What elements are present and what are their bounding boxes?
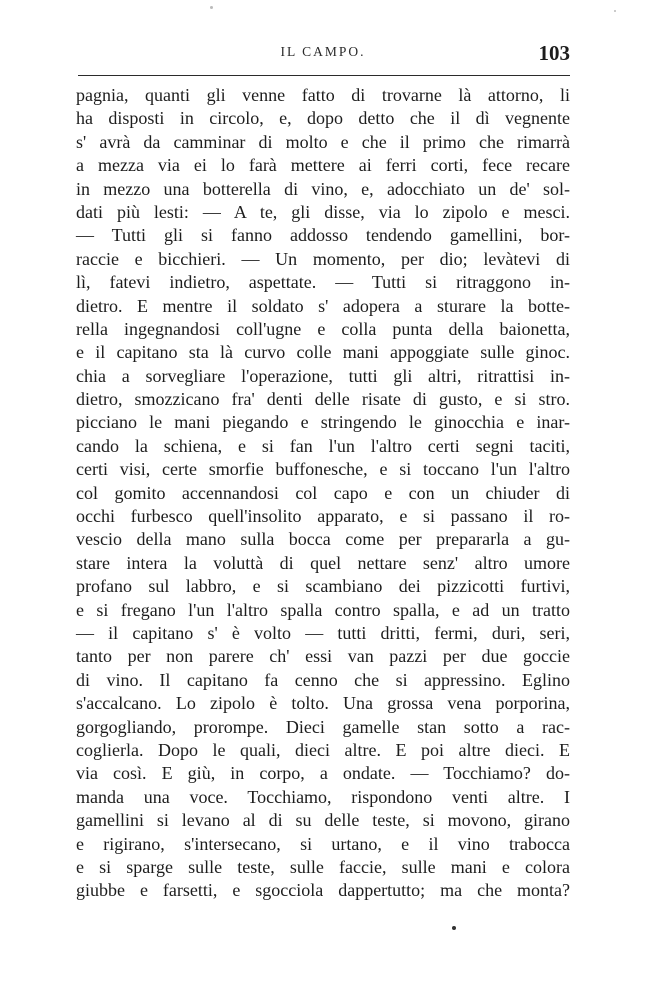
text-line: coglierla. Dopo le quali, dieci altre. E poi altre dieci. E <box>76 739 570 760</box>
text-line: via così. E giù, in corpo, a ondate. — Tocchiamo? do- <box>76 763 570 784</box>
text-line: manda una voce. Tocchiamo, rispondono venti altre. I <box>76 786 570 807</box>
text-line: gamellini si levano al di su delle teste, si movono, girano <box>76 810 570 831</box>
text-line: profano sul labbro, e si scambiano dei pizzicotti furtivi, <box>76 576 570 597</box>
body-text <box>76 84 570 903</box>
text-line: e si fregano l'un l'altro spalla contro spalla, e ad un tratto <box>76 599 570 620</box>
text-line: certi visi, certe smorfie buffonesche, e si toccano l'un l'altro <box>76 459 570 480</box>
running-title: IL CAMPO. <box>280 44 366 59</box>
text-line: lì, fatevi indietro, aspettate. — Tutti si ritraggono in- <box>76 272 570 293</box>
text-line: chia a sorvegliare l'operazione, tutti gli altri, ritrattisi in- <box>76 365 570 386</box>
text-line: col gomito accennandosi col capo e con un chiuder di <box>76 482 570 503</box>
text-line: dietro. E mentre il soldato s' adopera a sturare la botte- <box>76 295 570 316</box>
text-line: e rigirano, s'intersecano, si urtano, e il vino trabocca <box>76 833 570 854</box>
text-line: a mezza via ei lo farà mettere ai ferri corti, fece recare <box>76 155 570 176</box>
text-line: occhi furbesco quell'insolito apparato, e si passano il ro- <box>76 506 570 527</box>
page-number: 103 <box>538 41 570 65</box>
text-line: e il capitano sta là curvo colle mani appoggiate sulle ginoc. <box>76 342 570 363</box>
text-line: s'accalcano. Lo zipolo è tolto. Una grossa vena porporina, <box>76 693 570 714</box>
paper-speck <box>614 10 616 12</box>
text-line: cando la schiena, e si fan l'un l'altro certi segni taciti, <box>76 435 570 456</box>
text-line: dietro, smozzicano fra' denti delle risate di gusto, e si stro. <box>76 389 570 410</box>
text-line: di vino. Il capitano fa cenno che si appressino. Eglino <box>76 669 570 690</box>
text-line: vescio della mano sulla bocca come per prepararla a gu- <box>76 529 570 550</box>
text-line: stare intera la voluttà di quel nettare senz' altro umore <box>76 552 570 573</box>
text-line: e si sparge sulle teste, sulle faccie, sulle mani e colora <box>76 856 570 877</box>
paper-speck <box>210 6 213 9</box>
text-line: rella ingegnandosi coll'ugne e colla punta della baionetta, <box>76 318 570 339</box>
text-line: — il capitano s' è volto — tutti dritti, fermi, duri, seri, <box>76 622 570 643</box>
ink-mark <box>452 926 456 930</box>
text-line: s' avrà da camminar di molto e che il primo che rimarrà <box>76 131 570 152</box>
text-line: raccie e bicchieri. — Un momento, per dio; levàtevi di <box>76 248 570 269</box>
text-line: picciano le mani piegando e stringendo le ginocchia e inar- <box>76 412 570 433</box>
text-line: ha disposti in circolo, e, dopo detto che il dì vegnente <box>76 108 570 129</box>
page-header <box>76 41 570 68</box>
text-line: pagnia, quanti gli venne fatto di trovarne là attorno, li <box>76 85 570 105</box>
header-rule <box>78 75 570 76</box>
text-line: dati più lesti: — A te, gli disse, via lo zipolo e mesci. <box>76 201 570 222</box>
text-line: tanto per non parere ch' essi van pazzi per due goccie <box>76 646 570 667</box>
text-line: in mezzo una botterella di vino, e, adocchiato un de' sol- <box>76 178 570 199</box>
text-line: gorgogliando, prorompe. Dieci gamelle stan sotto a rac- <box>76 716 570 737</box>
text-line: — Tutti gli si fanno addosso tendendo gamellini, bor- <box>76 225 570 246</box>
text-line: giubbe e farsetti, e sgocciola dappertutto; ma che monta? <box>76 880 570 901</box>
